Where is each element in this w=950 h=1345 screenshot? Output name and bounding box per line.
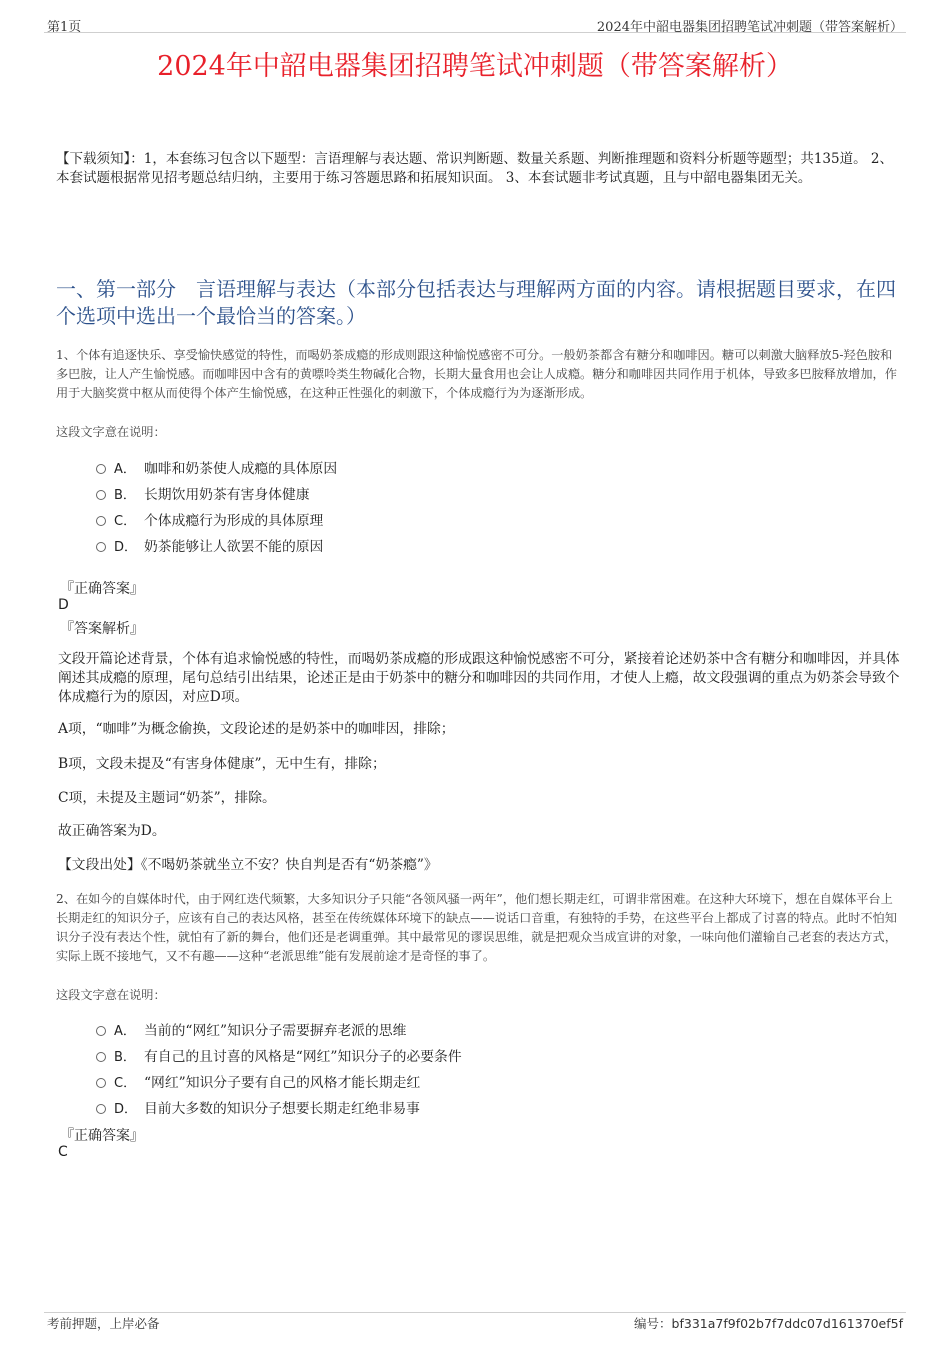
footer-code-value: bf331a7f9f02b7f7ddc07d161370ef5f: [671, 1316, 903, 1331]
question-2-option-a[interactable]: A． 当前的“网红”知识分子需要摒弃老派的思维: [96, 1019, 406, 1039]
question-1-analysis-conclusion: 故正确答案为D。: [58, 823, 166, 839]
question-1-answer-label: 『正确答案』: [60, 581, 144, 597]
download-notice: 【下载须知】：1，本套练习包含以下题型：言语理解与表达题、常识判断题、数量关系题、判断推理题和资料分析题等题型；共135道。 2、本套试题根据常见招考题总结归纳，主要用于练习答题思路和拓展知识面。 3、本套试题非考试真题，且与中韶电器集团无关。: [56, 151, 893, 186]
question-2-answer: C: [58, 1144, 68, 1160]
radio-icon[interactable]: [96, 542, 106, 552]
footer-divider: [44, 1312, 906, 1313]
page-number: 第1页: [47, 20, 82, 35]
question-1-prompt: 这段文字意在说明：: [56, 425, 166, 439]
question-1-analysis-main: 文段开篇论述背景，个体有追求愉悦感的特性，而喝奶茶成瘾的形成跟这种愉悦感密不可分，紧接着论述奶茶中含有糖分和咖啡因，并具体阐述其成瘾的原理，尾句总结引出结果，论述正是由于奶茶中的糖分和咖啡因的共同作用，才使人上瘾，故文段强调的重点为奶茶会导致个体成瘾行为的原因，对应D项。: [58, 651, 900, 705]
question-1-answer: D: [58, 597, 69, 613]
footer-code-label: 编号：: [634, 1316, 672, 1331]
question-1-option-d[interactable]: D． 奶茶能够让人欲罢不能的原因: [96, 535, 323, 555]
question-2-prompt: 这段文字意在说明：: [56, 988, 166, 1002]
question-1-analysis-b: B项，文段未提及“有害身体健康”，无中生有，排除；: [58, 756, 386, 772]
question-2-option-c[interactable]: C． “网红”知识分子要有自己的风格才能长期走红: [96, 1071, 420, 1091]
radio-icon[interactable]: [96, 1104, 106, 1114]
radio-icon[interactable]: [96, 1078, 106, 1088]
question-1-analysis-label: 『答案解析』: [60, 621, 144, 637]
question-2-answer-label: 『正确答案』: [60, 1128, 144, 1144]
question-1-option-a[interactable]: A． 咖啡和奶茶使人成瘾的具体原因: [96, 457, 337, 477]
question-1-text: 1、个体有追逐快乐、享受愉快感觉的特性，而喝奶茶成瘾的形成则跟这种愉悦感密不可分。一般奶茶都含有糖分和咖啡因。糖可以刺激大脑释放5-羟色胺和多巴胺，让人产生愉悦感。而咖啡因中含有的黄嘌呤类生物碱化合物，长期大量食用也会让人成瘾。糖分和咖啡因共同作用于机体，导致多巴胺释放增加，作用于大脑奖赏中枢从而使得个体产生愉悦感，在这种正性强化的刺激下，个体成瘾行为为逐渐形成。: [56, 348, 897, 400]
header-divider: [44, 32, 906, 33]
radio-icon[interactable]: [96, 1052, 106, 1062]
footer-code: [634, 1314, 903, 1332]
question-1-source: 【文段出处】《不喝奶茶就坐立不安？快自判是否有“奶茶瘾”》: [58, 857, 438, 873]
radio-icon[interactable]: [96, 516, 106, 526]
footer-slogan: 考前押题，上岸必备: [47, 1316, 160, 1331]
question-2-option-b[interactable]: B． 有自己的且讨喜的风格是“网红”知识分子的必要条件: [96, 1045, 462, 1065]
radio-icon[interactable]: [96, 464, 106, 474]
question-1-analysis-c: C项，未提及主题词“奶茶”，排除。: [58, 790, 276, 806]
question-2-text: 2、在如今的自媒体时代，由于网红迭代频繁，大多知识分子只能“各领风骚一两年”，他们想长期走红，可谓非常困难。在这种大环境下，想在自媒体平台上长期走红的知识分子，应该有自己的表达风格，甚至在传统媒体环境下的缺点——说话口音重，有独特的手势，在这些平台上都成了讨喜的特点。此时不怕知识分子没有表达个性，就怕有了新的舞台，他们还是老调重弹。其中最常见的谬误思维，就是把观众当成宣讲的对象，一味向他们灌输自己老套的表达方式，实际上既不接地气，又不有趣——这种“老派思维”能有发展前途才是奇怪的事了。: [56, 892, 897, 963]
question-2-option-d[interactable]: D． 目前大多数的知识分子想要长期走红绝非易事: [96, 1097, 420, 1117]
header-doc-title: 2024年中韶电器集团招聘笔试冲刺题（带答案解析）: [596, 20, 903, 35]
question-1-option-c[interactable]: C． 个体成瘾行为形成的具体原理: [96, 509, 323, 529]
question-1-option-b[interactable]: B． 长期饮用奶茶有害身体健康: [96, 483, 310, 503]
section-heading: 一、第一部分 言语理解与表达（本部分包括表达与理解两方面的内容。请根据题目要求，在四个选项中选出一个最恰当的答案。）: [56, 277, 896, 328]
question-1-analysis-a: A项，“咖啡”为概念偷换，文段论述的是奶茶中的咖啡因，排除；: [58, 721, 455, 737]
page-title: 2024年中韶电器集团招聘笔试冲刺题（带答案解析）: [157, 51, 793, 82]
radio-icon[interactable]: [96, 1026, 106, 1036]
radio-icon[interactable]: [96, 490, 106, 500]
